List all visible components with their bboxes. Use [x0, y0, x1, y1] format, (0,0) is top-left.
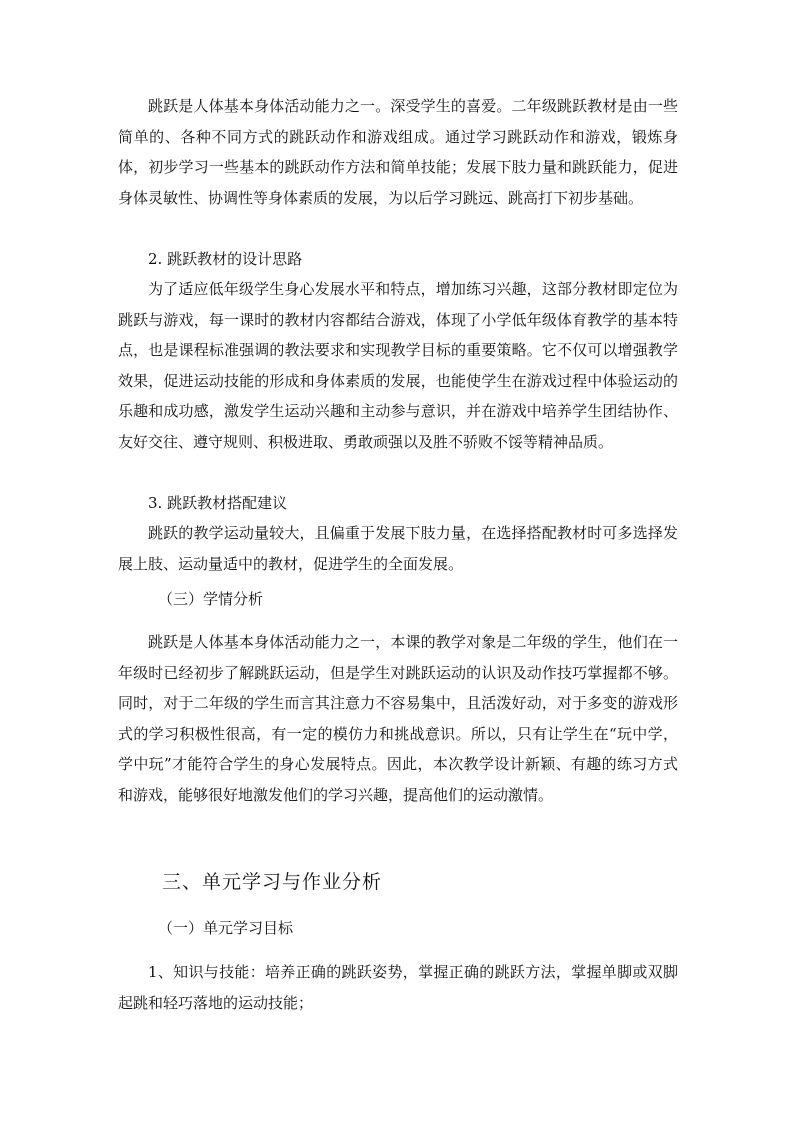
subheading: 3. 跳跃教材搭配建议 [148, 494, 288, 512]
body-paragraph: 跳跃的教学运动量较大，且偏重于发展下肢力量，在选择搭配教材时可多选择发展上肢、运动量适中的教材，促进学生的全面发展。 [118, 524, 678, 573]
learner-analysis-heading [118, 585, 678, 613]
chapter-heading [118, 868, 678, 896]
intro-paragraph [118, 91, 678, 213]
section-heading: （一）单元学习目标 [158, 919, 294, 937]
body-paragraph: 跳跃是人体基本身体活动能力之一，本课的教学对象是二年级的学生，他们在一年级时已经初步了解跳跃运动，但是学生对跳跃运动的认识及动作技巧掌握都不够。同时，对于二年级的学生而言其注意力不容易集中，且活泼好动，对于多变的游戏形式的学习积极性很高，有一定的模仿力和挑战意识。所以，只有让学生在“玩中学，学中玩”才能符合学生的身心发展特点。因此，本次教学设计新颖、有趣的练习方式和游戏，能够很好地激发他们的学习兴趣，提高他们的运动激情。 [118, 633, 678, 804]
body-paragraph: 跳跃是人体基本身体活动能力之一。深受学生的喜爱。二年级跳跃教材是由一些简单的、各种不同方式的跳跃动作和游戏组成。通过学习跳跃动作和游戏，锻炼身体，初步学习一些基本的跳跃动作方法和简单技能；发展下肢力量和跳跃能力，促进身体灵敏性、协调性等身体素质的发展，为以后学习跳远、跳高打下初步基础。 [118, 97, 678, 207]
chapter-title: 三、单元学习与作业分析 [162, 871, 383, 893]
design-idea-paragraph [118, 274, 678, 457]
section-heading: （三）学情分析 [158, 590, 264, 608]
pairing-paragraph [118, 518, 678, 579]
body-paragraph: 1、知识与技能：培养正确的跳跃姿势，掌握正确的跳跃方法，掌握单脚或双脚起跳和轻巧落地的运动技能； [118, 963, 678, 1012]
unit-goal-heading [118, 914, 678, 942]
unit-goal-paragraph [118, 957, 678, 1018]
learner-analysis-paragraph [118, 627, 678, 810]
body-paragraph: 为了适应低年级学生身心发展水平和特点，增加练习兴趣，这部分教材即定位为跳跃与游戏，每一课时的教材内容都结合游戏，体现了小学低年级体育教学的基本特点，也是课程标准强调的教法要求和实现教学目标的重要策略。它不仅可以增强教学效果，促进运动技能的形成和身体素质的发展，也能使学生在游戏过程中体验运动的乐趣和成功感，激发学生运动兴趣和主动参与意识，并在游戏中培养学生团结协作、友好交往、遵守规则、积极进取、勇敢顽强以及胜不骄败不馁等精神品质。 [118, 280, 678, 451]
pairing-heading [118, 488, 678, 519]
design-idea-heading [118, 244, 678, 275]
subheading: 2. 跳跃教材的设计思路 [148, 250, 303, 268]
